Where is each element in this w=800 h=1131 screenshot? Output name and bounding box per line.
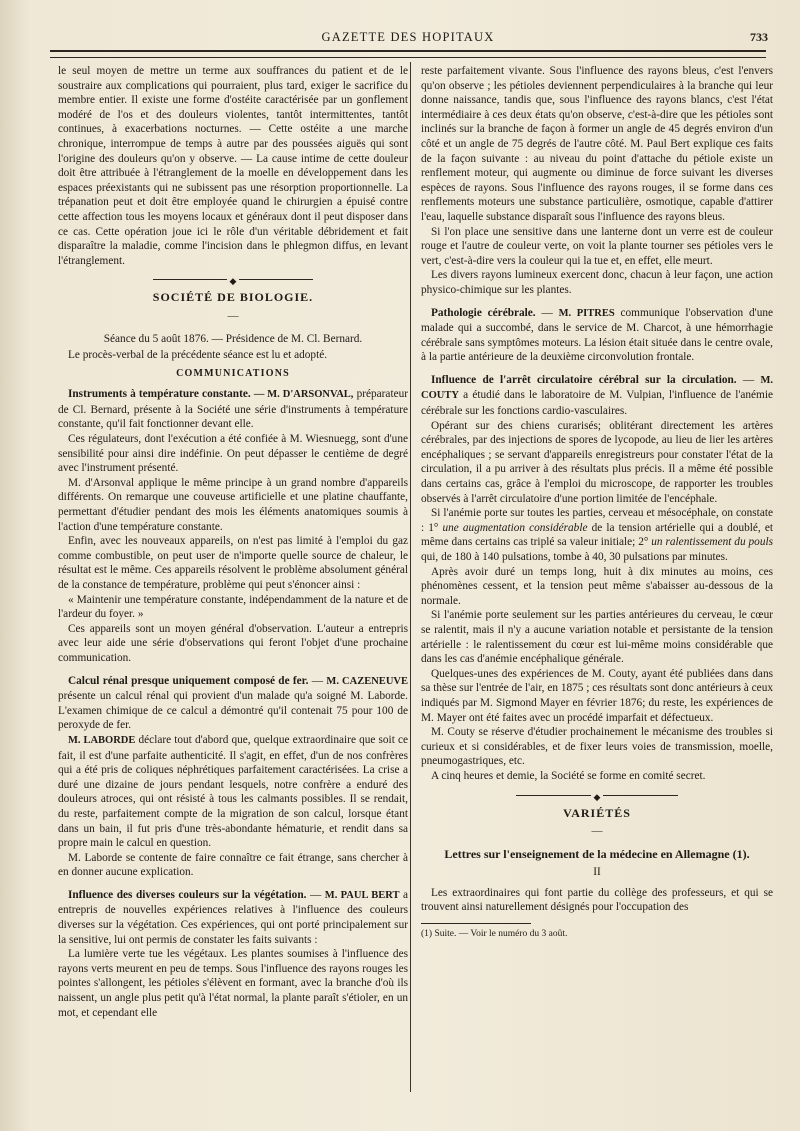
article-influence-lead — [58, 888, 408, 947]
paragraph: Opérant sur des chiens curarisés; oblitérant directement les artères cérébrales, par des injections de spores de lycopode, au lieu de lier les artères encéphaliques ; se servant d'appareils enregistreurs pour constater l'état de la circulation, il a pu arriver à des résultats plus précis. Il a même été possible dans certains cas, grâce à l'emploi du microscope, de rapporter les troubles observés à l'arrêt circulatoire d'une portion limitée de l'encéphale. — [421, 419, 773, 505]
article-text: communique l'observation d'une malade qui a succombé, dans le service de M. Charcot, à une hémorrhagie cérébrale sans symptômes moteurs. La lésion était située dans le centre ovale, à la partie antérieure de la deuxième circonvolution frontale. — [421, 306, 774, 364]
article-title: Influence de l'arrêt circulatoire cérébral sur la circulation. — [431, 373, 737, 386]
page-number: 733 — [750, 30, 768, 44]
paragraph — [58, 733, 408, 851]
section-title-societe: SOCIÉTÉ DE BIOLOGIE. — [152, 290, 314, 305]
paragraph: M. Couty se réserve d'étudier prochainement le mécanisme des troubles si curieux et si considérables, et de fixer leurs voies de transmission, moelle, pneumogastriques, etc. — [421, 726, 773, 768]
header-rule — [50, 50, 766, 58]
paragraph: A cinq heures et demie, la Société se forme en comité secret. — [431, 769, 706, 782]
title-dash: — — [591, 825, 603, 838]
footnote: (1) Suite. — Voir le numéro du 3 août. — [421, 929, 568, 940]
paragraph: La lumière verte tue les végétaux. Les plantes soumises à l'influence des rayons verts meurent en peu de temps. Sous l'influence des rayons rouges les pointes s'allongent, les pétioles s'élèvent en formant, avec la branche d'où ils naissent, un angle plus petit qu'à l'état normal, la plante paraît s'étioler, en un mot, et cependant elle — [58, 948, 408, 1019]
paragraph: M. d'Arsonval applique le même principe à un grand nombre d'appareils différents. On remarque une couveuse artificielle et une platine chauffante, permettant d'étudier pendant des mois les éléments anatomiques soumis à l'action d'une température constante. — [58, 476, 408, 533]
article-pathologie-lead — [421, 306, 773, 365]
paragraph: Si l'anémie porte seulement sur les parties antérieures du cerveau, le cœur se ralentit, mais il n'y a aucune variation notable et persistante de la tension artérielle : le ralentissement du cœur est lui-même moins considérable que dans les cas d'anémie encéphalique générale. — [421, 609, 773, 666]
paragraph: Enfin, avec les nouveaux appareils, on n'est pas limité à l'emploi du gaz comme combustible, on peut user de n'importe quelle source de chaleur, le résultat est le même. Ces appareils résolvent le problème absolument général de la constance de température, problème qui peut s'énoncer ainsi : — [58, 535, 408, 591]
text-run: de la tension artérielle qui a doublé, et même dans certains cas triplé sa valeur initiale; 2° — [421, 521, 773, 549]
title-dash: — — [227, 309, 239, 322]
author-name: M. PAUL BERT — [324, 889, 400, 901]
dash: — — [742, 373, 755, 386]
paragraph: Ces appareils sont un moyen général d'observation. L'auteur a entrepris avec leur aide une série d'observations qui feront l'objet d'une prochaine communication. — [58, 622, 408, 664]
emphasis: une augmentation considérable — [442, 521, 588, 534]
author-name: M. LABORDE — [68, 734, 136, 746]
article-title: Influence des diverses couleurs sur la végétation. — [68, 888, 307, 901]
right-column — [421, 64, 773, 942]
text-run: qui, de 180 à 140 pulsations, tombe à 40, 30 pulsations par minutes. — [421, 551, 728, 563]
article-title: Instruments à température constante. — [68, 388, 251, 401]
paragraph: Ces régulateurs, dont l'exécution a été confiée à M. Wiesnuegg, sont d'une sensibilité pour ainsi dire indéfinie. On peut dépasser le centième de degré avec l'instrument présenté. — [58, 433, 408, 475]
paragraph: Les divers rayons lumineux exercent donc, chacun à leur façon, une action physico-chimique sur les plantes. — [421, 269, 773, 296]
dash: — — [311, 674, 324, 687]
column-separator — [410, 62, 411, 1092]
article-title: Pathologie cérébrale. — [431, 306, 536, 319]
section-ornament — [421, 790, 773, 800]
session-line: Séance du 5 août 1876. — Présidence de M. Cl. Bernard. — [103, 332, 363, 345]
article-calcul-lead — [58, 674, 408, 733]
text-run: Si l'anémie porte sur toutes les parties, cerveau et mésocéphale, on constate : 1° — [421, 507, 773, 534]
quotation: « Maintenir une température constante, indépendamment de la nature et de l'ardeur du foyer. » — [58, 593, 408, 621]
paragraph: Le procès-verbal de la précédente séance est lu et adopté. — [68, 349, 328, 362]
letters-title: Lettres sur l'enseignement de la médecine en Allemagne (1). — [444, 846, 750, 861]
article-text: déclare tout d'abord que, quelque extraordinaire que soit ce fait, il est d'une parfaite authenticité. Il s'agit, en effet, d'un de nos confrères qui a été pris de coliques néphrétiques parfaitement caractérisées. La crise a duré une dizaine de jours pendant lesquels, notre confrère a enduré des douleurs atroces, qui ont résisté à tous les calmants possibles. Il se rendait, du reste, parfaitement compte de la migration de son calcul, lorsque étant dans un bain, il fut pris d'une très-abondante hématurie, et rendit dans sa propre main le calcul en question. — [58, 733, 408, 850]
paragraph: le seul moyen de mettre un terme aux souffrances du patient et de le soustraire aux complications qui pourraient, plus tard, exiger le sacrifice du membre entier. Il existe une forme d'ostéite caractérisée par un gonflement modéré de l'os et des douleurs violentes, tantôt intermittentes, tantôt continues, à exacerbations nocturnes. — Cette ostéite a une marche chronique, interrompue de temps à autre par des poussées aiguës qui sont l'origine des douleurs qu'on y observe. — La cause intime de cette douleur doit être attribuée à l'étranglement de la moelle en développement dans les espaces préexistants qui ne subissent pas une résorption proportionnelle. La trépanation peut et doit être employée quand le chirurgien a épuisé contre cette affection tous les moyens locaux et généraux dont il peut disposer dans ce cas. Cette opération joue ici le rôle d'un véritable débridement et fait disparaître la maladie, comme l'incision dans le phlegmon diffus, en levant l'étranglement. — [58, 65, 408, 267]
letter-number: II — [593, 866, 601, 879]
article-arret-lead — [421, 373, 773, 419]
paragraph: reste parfaitement vivante. Sous l'influence des rayons bleus, c'est l'envers qu'on observe ; les pétioles deviennent perpendiculaires à la branche qui leur donne naissance, tandis que, sous l'influence des rayons blancs, c'est l'état intermédiaire à ces deux états qu'on observe, c'est-à-dire que les pétioles sont inclinés sur la branche de façon à former un angle de 45 degrés environ d'un côté et un angle de 75 degrés de l'autre côté. M. Paul Bert explique ces faits de la façon suivante : au niveau du point d'attache du pétiole existe un renflement moteur, qui augmente ou diminue de force suivant les diverses espèces de rayons. Sous l'influence des rayons rouges, il se forme dans ces renflements moteurs une substance particulière, osmotique, capable d'attirer l'eau, laquelle substance disparaît sous l'influence des rayons bleus. — [421, 65, 773, 223]
page-header — [48, 30, 768, 50]
article-text: a entrepris de nouvelles expériences relatives à l'influence des couleurs diverses sur la végétation. Ces expériences, qui ont porté principalement sur la sensitive, lui ont permis de constater les faits suivants : — [58, 888, 408, 946]
article-text: présente un calcul rénal qui provient d'un malade qu'a soigné M. Laborde. L'examen chimique de ce calcul a démontré qu'il contenait 75 pour 100 de peroxyde de fer. — [58, 690, 408, 732]
paragraph: Si l'on place une sensitive dans une lanterne dont un verre est de couleur rouge et l'autre de couleur verte, on voit la plante tourner ses pétioles vers le vert, c'est-à-dire vers la couleur qui la tue et, en effet, elle meurt. — [421, 225, 773, 267]
article-text: a étudié dans le laboratoire de M. Vulpian, l'influence de l'anémie cérébrale sur les fonctions cardio-vasculaires. — [421, 389, 774, 418]
ornament-diamond-icon: ◆ — [227, 276, 240, 286]
article-text: préparateur de Cl. Bernard, présente à la Société une série d'instruments à température constante, qu'il fait fonctionner devant elle. — [58, 388, 409, 431]
paragraph: Les extraordinaires qui font partie du collège des professeurs, et qui se trouvent ainsi naturellement désignés pour l'occupation des — [421, 886, 773, 914]
author-name: M. CAZENEUVE — [326, 675, 408, 687]
left-column — [58, 64, 408, 1020]
author-name: — M. D'ARSONVAL, — [253, 389, 354, 401]
article-title: Calcul rénal presque uniquement composé de fer. — [68, 674, 309, 687]
footnote-rule — [421, 923, 531, 924]
article-instruments-lead — [58, 387, 408, 432]
author-name: M. PITRES — [558, 307, 615, 319]
paragraph: Quelques-unes des expériences de M. Couty, ayant été publiées dans dans sa thèse sur l'entrée de l'air, en 1875 ; ces résultats sont donc antérieurs à ceux indiqués par M. Sigmond Mayer en février 1876; du reste, les expériences de M. Mayer ont été faites avec un procédé imparfait et défectueux. — [421, 667, 773, 724]
running-title: GAZETTE DES HOPITAUX — [321, 30, 495, 44]
section-ornament — [58, 274, 408, 287]
paragraph: M. Laborde se contente de faire connaître ce fait étrange, sans chercher à en donner aucune explication. — [58, 851, 408, 879]
ornament-diamond-icon: ◆ — [591, 792, 604, 802]
author-name: M. COUTY — [421, 374, 773, 402]
emphasis: un ralentissement du pouls — [651, 536, 773, 549]
section-title-varietes: VARIÉTÉS — [563, 805, 631, 820]
communications-heading: COMMUNICATIONS — [176, 367, 290, 379]
paragraph — [421, 506, 773, 564]
dash: — — [309, 888, 322, 901]
dash: — — [541, 306, 553, 319]
paragraph: Après avoir duré un temps long, huit à dix minutes au moins, ces phénomènes cessent, et la tension peut même s'abaisser au-dessous de la normale. — [421, 565, 773, 607]
